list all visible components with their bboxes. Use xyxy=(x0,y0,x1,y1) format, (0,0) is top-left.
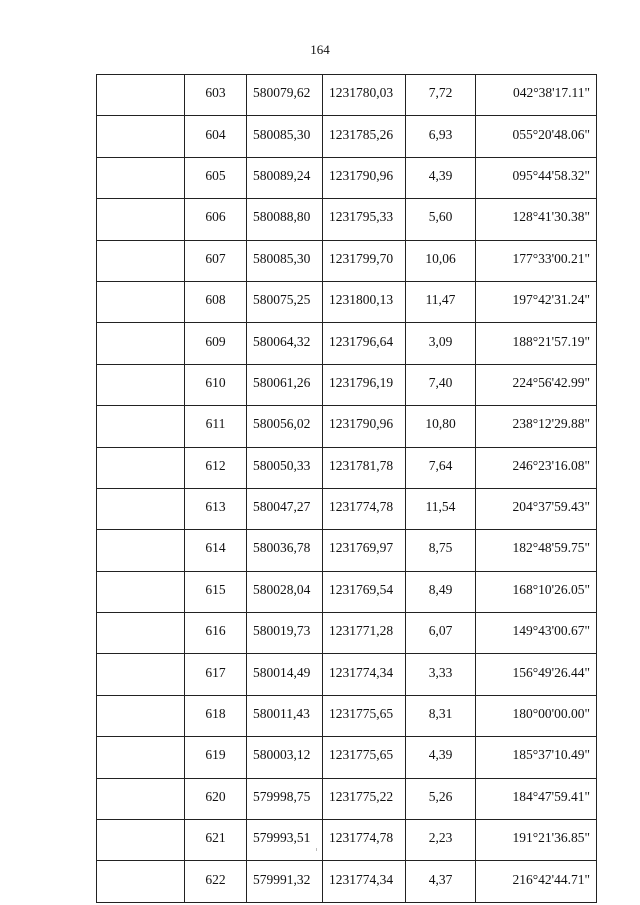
cell-empty xyxy=(97,861,185,902)
cell-x-coordinate: 579991,32 xyxy=(247,861,323,902)
cell-x-coordinate: 580014,49 xyxy=(247,654,323,695)
cell-distance: 11,47 xyxy=(406,281,476,322)
cell-distance: 4,39 xyxy=(406,737,476,778)
cell-y-coordinate: 1231771,28 xyxy=(323,613,406,654)
cell-distance: 8,31 xyxy=(406,695,476,736)
cell-y-coordinate: 1231800,13 xyxy=(323,281,406,322)
cell-distance: 6,93 xyxy=(406,116,476,157)
cell-distance: 8,75 xyxy=(406,530,476,571)
cell-bearing: 182°48'59.75" xyxy=(476,530,597,571)
table-row xyxy=(97,778,597,819)
cell-bearing: 128°41'30.38" xyxy=(476,199,597,240)
cell-distance: 3,09 xyxy=(406,323,476,364)
cell-y-coordinate: 1231769,97 xyxy=(323,530,406,571)
cell-point-number: 612 xyxy=(185,447,247,488)
cell-point-number: 604 xyxy=(185,116,247,157)
cell-distance: 5,26 xyxy=(406,778,476,819)
cell-point-number: 619 xyxy=(185,737,247,778)
cell-y-coordinate: 1231774,78 xyxy=(323,820,406,861)
cell-point-number: 610 xyxy=(185,364,247,405)
cell-bearing: 055°20'48.06" xyxy=(476,116,597,157)
cell-bearing: 204°37'59.43" xyxy=(476,488,597,529)
cell-bearing: 168°10'26.05" xyxy=(476,571,597,612)
cell-empty xyxy=(97,737,185,778)
scan-mark xyxy=(316,848,317,851)
table-row xyxy=(97,571,597,612)
cell-bearing: 042°38'17.11" xyxy=(476,75,597,116)
cell-x-coordinate: 580064,32 xyxy=(247,323,323,364)
table-row xyxy=(97,530,597,571)
cell-bearing: 188°21'57.19" xyxy=(476,323,597,364)
cell-empty xyxy=(97,488,185,529)
cell-empty xyxy=(97,75,185,116)
table-row xyxy=(97,654,597,695)
cell-point-number: 608 xyxy=(185,281,247,322)
cell-y-coordinate: 1231799,70 xyxy=(323,240,406,281)
cell-bearing: 197°42'31.24" xyxy=(476,281,597,322)
cell-y-coordinate: 1231774,34 xyxy=(323,654,406,695)
cell-y-coordinate: 1231769,54 xyxy=(323,571,406,612)
cell-empty xyxy=(97,654,185,695)
cell-x-coordinate: 580079,62 xyxy=(247,75,323,116)
cell-x-coordinate: 580061,26 xyxy=(247,364,323,405)
cell-distance: 7,40 xyxy=(406,364,476,405)
cell-x-coordinate: 580088,80 xyxy=(247,199,323,240)
cell-point-number: 614 xyxy=(185,530,247,571)
table-row xyxy=(97,695,597,736)
cell-distance: 3,33 xyxy=(406,654,476,695)
cell-x-coordinate: 580019,73 xyxy=(247,613,323,654)
cell-y-coordinate: 1231775,65 xyxy=(323,737,406,778)
cell-distance: 11,54 xyxy=(406,488,476,529)
table-row xyxy=(97,116,597,157)
cell-point-number: 622 xyxy=(185,861,247,902)
cell-distance: 4,37 xyxy=(406,861,476,902)
cell-point-number: 609 xyxy=(185,323,247,364)
cell-y-coordinate: 1231774,78 xyxy=(323,488,406,529)
table-row xyxy=(97,820,597,861)
cell-point-number: 617 xyxy=(185,654,247,695)
cell-distance: 5,60 xyxy=(406,199,476,240)
cell-bearing: 216°42'44.71" xyxy=(476,861,597,902)
cell-empty xyxy=(97,613,185,654)
cell-empty xyxy=(97,447,185,488)
cell-y-coordinate: 1231775,65 xyxy=(323,695,406,736)
table-row xyxy=(97,737,597,778)
cell-empty xyxy=(97,199,185,240)
cell-y-coordinate: 1231795,33 xyxy=(323,199,406,240)
cell-bearing: 185°37'10.49" xyxy=(476,737,597,778)
table-row xyxy=(97,861,597,902)
table-row xyxy=(97,613,597,654)
cell-bearing: 180°00'00.00" xyxy=(476,695,597,736)
cell-x-coordinate: 580036,78 xyxy=(247,530,323,571)
cell-x-coordinate: 579993,51 xyxy=(247,820,323,861)
cell-y-coordinate: 1231785,26 xyxy=(323,116,406,157)
cell-distance: 10,80 xyxy=(406,406,476,447)
cell-empty xyxy=(97,695,185,736)
cell-x-coordinate: 580085,30 xyxy=(247,240,323,281)
cell-bearing: 177°33'00.21" xyxy=(476,240,597,281)
coordinates-table xyxy=(96,74,597,903)
cell-point-number: 616 xyxy=(185,613,247,654)
table-row xyxy=(97,406,597,447)
cell-empty xyxy=(97,323,185,364)
table-row xyxy=(97,488,597,529)
table-row xyxy=(97,447,597,488)
cell-y-coordinate: 1231790,96 xyxy=(323,157,406,198)
cell-bearing: 238°12'29.88" xyxy=(476,406,597,447)
cell-bearing: 191°21'36.85" xyxy=(476,820,597,861)
cell-distance: 10,06 xyxy=(406,240,476,281)
table-row xyxy=(97,240,597,281)
cell-x-coordinate: 580047,27 xyxy=(247,488,323,529)
cell-x-coordinate: 580056,02 xyxy=(247,406,323,447)
cell-empty xyxy=(97,157,185,198)
cell-x-coordinate: 580050,33 xyxy=(247,447,323,488)
cell-y-coordinate: 1231780,03 xyxy=(323,75,406,116)
cell-empty xyxy=(97,530,185,571)
cell-empty xyxy=(97,820,185,861)
cell-distance: 7,72 xyxy=(406,75,476,116)
cell-x-coordinate: 580075,25 xyxy=(247,281,323,322)
cell-point-number: 621 xyxy=(185,820,247,861)
coordinates-table-body xyxy=(97,75,597,903)
table-row xyxy=(97,364,597,405)
cell-x-coordinate: 580003,12 xyxy=(247,737,323,778)
cell-distance: 8,49 xyxy=(406,571,476,612)
cell-empty xyxy=(97,571,185,612)
cell-bearing: 246°23'16.08" xyxy=(476,447,597,488)
cell-x-coordinate: 580089,24 xyxy=(247,157,323,198)
cell-bearing: 095°44'58.32" xyxy=(476,157,597,198)
cell-empty xyxy=(97,406,185,447)
page-number: 164 xyxy=(310,42,330,57)
cell-point-number: 611 xyxy=(185,406,247,447)
cell-bearing: 149°43'00.67" xyxy=(476,613,597,654)
cell-point-number: 618 xyxy=(185,695,247,736)
cell-empty xyxy=(97,281,185,322)
cell-distance: 4,39 xyxy=(406,157,476,198)
cell-distance: 2,23 xyxy=(406,820,476,861)
table-row xyxy=(97,157,597,198)
cell-y-coordinate: 1231781,78 xyxy=(323,447,406,488)
cell-distance: 6,07 xyxy=(406,613,476,654)
cell-point-number: 603 xyxy=(185,75,247,116)
cell-y-coordinate: 1231775,22 xyxy=(323,778,406,819)
table-row xyxy=(97,281,597,322)
table-row xyxy=(97,199,597,240)
cell-bearing: 156°49'26.44" xyxy=(476,654,597,695)
cell-point-number: 613 xyxy=(185,488,247,529)
cell-bearing: 224°56'42.99" xyxy=(476,364,597,405)
cell-bearing: 184°47'59.41" xyxy=(476,778,597,819)
cell-y-coordinate: 1231790,96 xyxy=(323,406,406,447)
cell-point-number: 605 xyxy=(185,157,247,198)
cell-y-coordinate: 1231796,19 xyxy=(323,364,406,405)
table-row xyxy=(97,75,597,116)
cell-x-coordinate: 580028,04 xyxy=(247,571,323,612)
cell-distance: 7,64 xyxy=(406,447,476,488)
cell-point-number: 606 xyxy=(185,199,247,240)
cell-x-coordinate: 579998,75 xyxy=(247,778,323,819)
cell-y-coordinate: 1231774,34 xyxy=(323,861,406,902)
cell-x-coordinate: 580011,43 xyxy=(247,695,323,736)
cell-empty xyxy=(97,364,185,405)
cell-point-number: 615 xyxy=(185,571,247,612)
cell-empty xyxy=(97,240,185,281)
cell-point-number: 607 xyxy=(185,240,247,281)
cell-point-number: 620 xyxy=(185,778,247,819)
cell-empty xyxy=(97,116,185,157)
cell-y-coordinate: 1231796,64 xyxy=(323,323,406,364)
table-row xyxy=(97,323,597,364)
cell-x-coordinate: 580085,30 xyxy=(247,116,323,157)
cell-empty xyxy=(97,778,185,819)
